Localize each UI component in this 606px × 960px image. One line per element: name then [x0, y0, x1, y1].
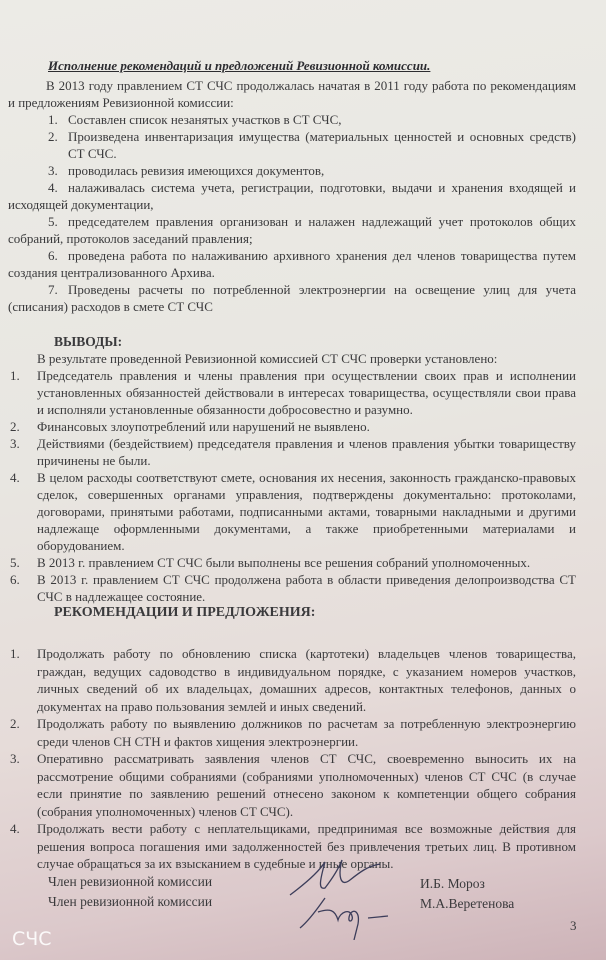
conclusions-list	[8, 367, 576, 605]
list-item: 4. В целом расходы соответствуют смете, основания их несения, законность гражданско-правовых сделок, совершенных органами управления, подтверждены документально: протоколами, договорами, принятыми работами, подписанными актами, товарными накладными и другими надлежаще оформленными документами, а также приобретенными материалами и оборудованием.	[10, 470, 576, 553]
conclusions-section	[8, 333, 576, 605]
list-item: 3. Действиями (бездействием) председателя правления и членов правления убытки товариществу причинены не были.	[10, 436, 576, 468]
list-item: 2. Финансовых злоупотреблений или нарушений не выявлено.	[10, 419, 370, 434]
list-item: 2. Произведена инвентаризация имущества (материальных ценностей и основных средств) СТ СЧС.	[48, 129, 576, 161]
list-item: 4. налаживалась система учета, регистрации, подготовки, выдачи и хранения входящей и исходящей документации,	[8, 180, 576, 212]
execution-section	[8, 77, 576, 315]
signature-names	[420, 874, 514, 914]
list-item: 6. проведена работа по налаживанию архивного хранения дел членов товарищества путем создания централизованного Архива.	[8, 248, 576, 280]
intro-paragraph: В 2013 году правлением СТ СЧС продолжалась начатая в 2011 году работа по рекомендациям и предложениям Ревизионной комиссии:	[8, 78, 576, 110]
page-number: 3	[570, 918, 577, 933]
section-title: Исполнение рекомендаций и предложений Ревизионной комиссии.	[48, 58, 431, 73]
list-item: 2. Продолжать работу по выявлению должников по расчетам за потребленную электроэнергию среди членов СН СТН и фактов хищения электроэнергии.	[10, 716, 576, 749]
list-item: 7. Проведены расчеты по потребленной электроэнергии на освещение улиц для учета (списания) расходов в смете СТ СЧС	[8, 282, 576, 314]
recommendations-list	[8, 645, 576, 873]
list-item: 5. председателем правления организован и налажен надлежащий учет протоколов общих собраний, протоколов заседаний правления;	[8, 214, 576, 246]
signature-roles	[48, 872, 212, 912]
handwritten-signature	[280, 850, 410, 940]
list-item: 6. В 2013 г. правлением СТ СЧС продолжена работа в области приведения делопроизводства СТ СЧС в надлежащее состояние.	[10, 572, 576, 604]
signer-role: Член ревизионной комиссии	[48, 894, 213, 909]
conclusions-heading: ВЫВОДЫ:	[54, 334, 123, 349]
execution-list	[8, 111, 576, 315]
list-item: 1. Продолжать работу по обновлению списка (картотеки) владельцев членов товарищества, граждан, ведущих садоводство в индивидуальном порядке, с указанием номеров участков, личных сведений об их владельцах, домашних адресов, контактных телефонов, данных о документах на право пользования землей и иных сведений.	[10, 646, 576, 714]
recommendations-heading: РЕКОМЕНДАЦИИ И ПРЕДЛОЖЕНИЯ:	[54, 605, 316, 620]
list-item: 3. проводилась ревизия имеющихся документов,	[48, 163, 325, 178]
signer-name: М.А.Веретенова	[420, 896, 515, 911]
list-item: 1. Председатель правления и члены правления при осуществлении своих прав и исполнении установленных обязанностей действовали в интересах товарищества, осуществляли свои права и исполняли установленные обязанности добросовестно и разумно.	[10, 368, 576, 417]
signer-name: И.Б. Мороз	[420, 876, 485, 891]
conclusions-intro: В результате проведенной Ревизионной комиссией СТ СЧС проверки установлено:	[37, 351, 498, 366]
list-item: 4. Продолжать вести работу с неплательщиками, предпринимая все возможные действия для решения вопроса погашения ими задолженностей без привлечения третьих лиц. В противном случае обращаться за их взысканием в судебные и иные органы.	[10, 821, 576, 871]
list-item: 5. В 2013 г. правлением СТ СЧС были выполнены все решения собраний уполномоченных.	[10, 555, 531, 570]
list-item: 3. Оперативно рассматривать заявления членов СТ СЧС, своевременно выносить их на рассмотрение общими собраниями (собраниями уполномоченных) членов СТ СЧС (в случае если принятие по заявлению решений отнесено законом к компетенции общего собрания (собрания уполномоченных) членов СТ СЧС).	[10, 751, 576, 819]
list-item: 1. Составлен список незанятых участков в СТ СЧС,	[48, 112, 342, 127]
watermark: СЧС	[12, 928, 52, 950]
recommendations-section	[8, 604, 576, 873]
signer-role: Член ревизионной комиссии	[48, 874, 213, 889]
